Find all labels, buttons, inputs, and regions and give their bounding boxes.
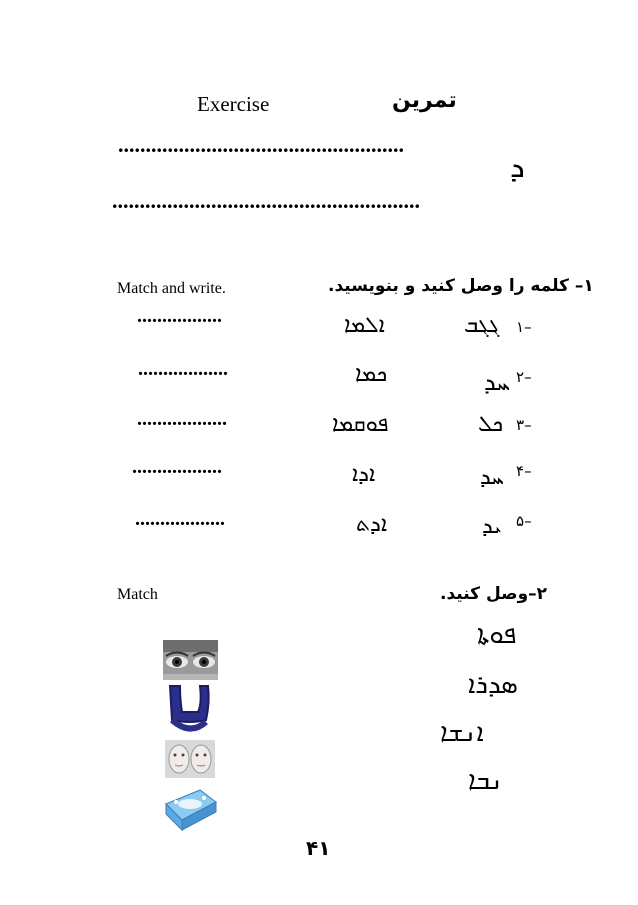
soap-image <box>160 784 220 834</box>
section2-word-4: ܢܒܐ <box>468 766 503 796</box>
writing-line-2: ........................................................ <box>112 188 420 213</box>
eyes-image <box>163 640 218 680</box>
english-title: Exercise <box>197 92 270 116</box>
section1-english-instruction: Match and write. <box>117 280 226 297</box>
section2-english-instruction: Match <box>117 586 158 603</box>
section1-persian-instruction: ۱– کلمه را وصل کنید و بنویسید. <box>328 276 594 296</box>
writing-line-1-syriac: ܕ <box>510 150 525 185</box>
row1-number: –۱ <box>516 318 532 336</box>
section2-word-2: ܣܕܪܐ <box>468 670 518 700</box>
row3-left-word: ܟܠ <box>478 412 504 437</box>
row5-right-word: ܐܕܬ <box>356 512 388 537</box>
row1-right-word: ܐܠܡܐ <box>344 313 385 338</box>
row2-dots: .................. <box>138 358 228 380</box>
row4-dots: .................. <box>132 456 222 478</box>
row2-number: –۲ <box>516 368 532 386</box>
row4-number: –۴ <box>516 462 532 480</box>
row2-right-word: ܟܡܐ <box>355 362 388 387</box>
page-number: ۴۱ <box>306 836 331 860</box>
row3-number: –۳ <box>516 416 532 434</box>
row5-dots: .................. <box>135 508 225 530</box>
section2-persian-instruction: ۲–وصل کنید. <box>440 584 548 604</box>
section2-word-1: ܦܘܬܐ <box>477 620 517 650</box>
row3-right-word: ܦܘܩܡܐ <box>332 412 389 437</box>
faces-image <box>165 740 215 778</box>
row5-number: –۵ <box>516 512 532 530</box>
row2-left-word: ܚܕ <box>484 368 511 396</box>
row4-left-word: ܚܕ <box>480 465 504 490</box>
row4-right-word: ܐܕܐ <box>352 462 376 487</box>
row5-left-word: ܝܕ <box>482 514 502 539</box>
row1-dots: ................. <box>137 305 222 327</box>
number-two-image <box>160 682 220 738</box>
row1-left-word: ܓܓܒ <box>464 313 500 338</box>
row3-dots: .................. <box>137 408 227 430</box>
persian-title: تمرین <box>392 88 457 113</box>
section2-word-3: ܐܢܫܐ <box>440 718 484 748</box>
writing-line-1: .................................................... <box>118 132 404 157</box>
